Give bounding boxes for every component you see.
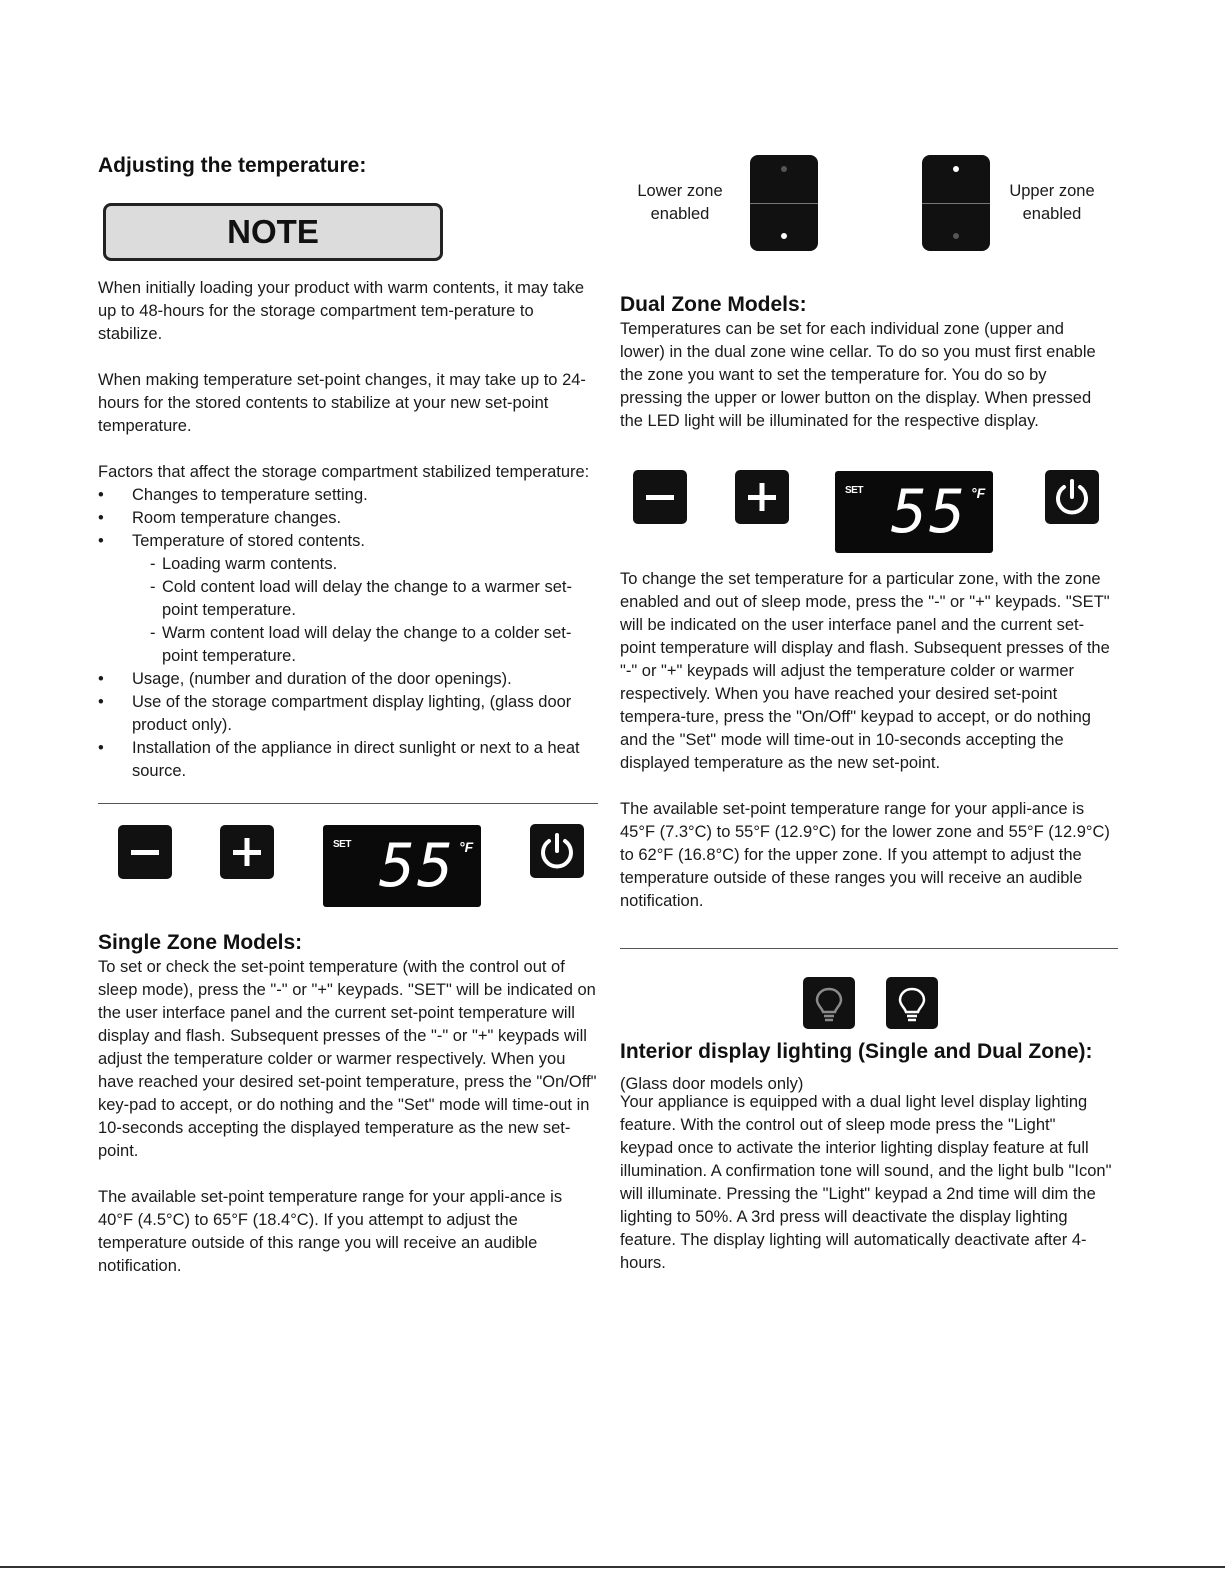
temperature-unit: °F [459, 839, 474, 855]
section-title-adjusting: Adjusting the temperature: [98, 154, 367, 177]
divider [98, 803, 598, 804]
minus-key-icon [118, 825, 172, 879]
power-key-icon [530, 824, 584, 878]
factors-list [98, 484, 598, 553]
temperature-readout: 55 [891, 477, 968, 547]
factors-list-continued [98, 668, 598, 783]
zone-divider [922, 203, 990, 204]
upper-zone-label: Upper zone enabled [1009, 182, 1095, 223]
dual-zone-paragraph-3: The available set-point temperature range for your appli-ance is 45°F (7.3°C) to 55°F (12.9°C) for the lower zone and 55°F (12.9°C) to 62°F (16.8°C) for the upper zone. If you attempt to adjust the temperature outside of these ranges you will receive an audible notification. [620, 800, 1110, 910]
note-box: NOTE [103, 203, 443, 261]
list-item: - Cold content load will delay the change to a warmer set-point temperature. [150, 576, 598, 622]
lower-led-icon [781, 233, 787, 239]
list-item: • Installation of the appliance in direct sunlight or next to a heat source. [98, 737, 598, 783]
single-zone-paragraph-2: The available set-point temperature range for your appli-ance is 40°F (4.5°C) to 65°F (18.4°C). If you attempt to adjust the temperature outside of this range you will receive an audible notification. [98, 1188, 563, 1275]
section-title-single-zone: Single Zone Models: [98, 931, 303, 954]
lower-zone-button-icon [750, 155, 818, 251]
dual-zone-paragraph-1: Temperatures can be set for each individual zone (upper and lower) in the dual zone wine cellar. To do so you must first enable the zone you want to set the temperature for. You do so by pressing the upper or lower button on the display. When pressed the LED light will be illuminated for the respective display. [620, 320, 1096, 430]
light-bulb-dim-icon [803, 977, 855, 1029]
upper-led-icon [953, 166, 959, 172]
list-item: • Temperature of stored contents. [98, 530, 598, 553]
list-item: • Use of the storage compartment display lighting, (glass door product only). [98, 691, 598, 737]
plus-key-icon [735, 470, 789, 524]
note-paragraph-2: When making temperature set-point changes, it may take up to 24-hours for the stored contents to stabilize at your new set-point temperature. [98, 371, 586, 435]
light-bulb-bright-icon [886, 977, 938, 1029]
plus-key-icon [220, 825, 274, 879]
section-title-dual-zone: Dual Zone Models: [620, 293, 807, 316]
lighting-subtitle: (Glass door models only) [620, 1075, 804, 1093]
temperature-display [835, 471, 993, 553]
lighting-paragraph: Your appliance is equipped with a dual light level display lighting feature. With the control out of sleep mode press the "Light" keypad once to activate the interior lighting display feature at full illumination. A confirmation tone will sound, and the light bulb "Icon" will illuminate. Pressing the "Light" keypad a 2nd time will dim the lighting to 50%. A 3rd press will deactivate the display lighting feature. The display lighting will automatically deactivate after 4-hours. [620, 1093, 1112, 1272]
lower-zone-label: Lower zone enabled [637, 182, 723, 223]
temperature-unit: °F [971, 485, 986, 501]
zone-divider [750, 203, 818, 204]
dual-zone-text [620, 568, 1112, 913]
dual-zone-paragraph-2: To change the set temperature for a particular zone, with the zone enabled and out of sleep mode, press the "-" or "+" keypads. "SET" will be indicated on the user interface panel and the current set-point temperature will display and flash. Subsequent presses of the "-" or "+" keypads will adjust the temperature colder or warmer respectively. When you have reached your desired set-point tempera-ture, press the "On/Off" keypad to accept, or do nothing and the "Set" mode will time-out in 10-seconds accepting the displayed temperature as the new set-point. [620, 570, 1110, 772]
lower-led-icon [953, 233, 959, 239]
list-item: • Room temperature changes. [98, 507, 598, 530]
set-indicator: SET [333, 839, 351, 850]
divider [620, 948, 1118, 949]
upper-led-icon [781, 166, 787, 172]
section-title-lighting: Interior display lighting (Single and Dual Zone): [620, 1040, 1093, 1063]
temperature-display [323, 825, 481, 907]
power-key-icon [1045, 470, 1099, 524]
left-text-block [98, 277, 598, 783]
single-zone-paragraph-1: To set or check the set-point temperature (with the control out of sleep mode), press the "-" or "+" keypads. "SET" will be indicated on the user interface panel and the current set-point temperature will display and flash. Subsequent presses of the "-" or "+" keypads will adjust the temperature colder or warmer respectively. When you have reached your desired set-point temperature, press the "On/Off" key-pad to accept, or do nothing and the "Set" mode will time-out in 10-seconds accepting the displayed temperature as the new set-point. [98, 958, 597, 1160]
list-item: • Changes to temperature setting. [98, 484, 598, 507]
upper-zone-button-icon [922, 155, 990, 251]
list-item: - Loading warm contents. [150, 553, 598, 576]
note-paragraph-1: When initially loading your product with warm contents, it may take up to 48-hours for the storage compartment tem-perature to stabilize. [98, 279, 585, 343]
temperature-readout: 55 [379, 831, 456, 901]
sub-factors-list [150, 553, 598, 668]
list-item: - Warm content load will delay the change to a colder set-point temperature. [150, 622, 598, 668]
set-indicator: SET [845, 485, 863, 496]
factors-intro: Factors that affect the storage compartment stabilized temperature: [98, 463, 590, 481]
page-bottom-rule [0, 1566, 1225, 1568]
list-item: • Usage, (number and duration of the door openings). [98, 668, 598, 691]
single-zone-text [98, 956, 598, 1278]
minus-key-icon [633, 470, 687, 524]
